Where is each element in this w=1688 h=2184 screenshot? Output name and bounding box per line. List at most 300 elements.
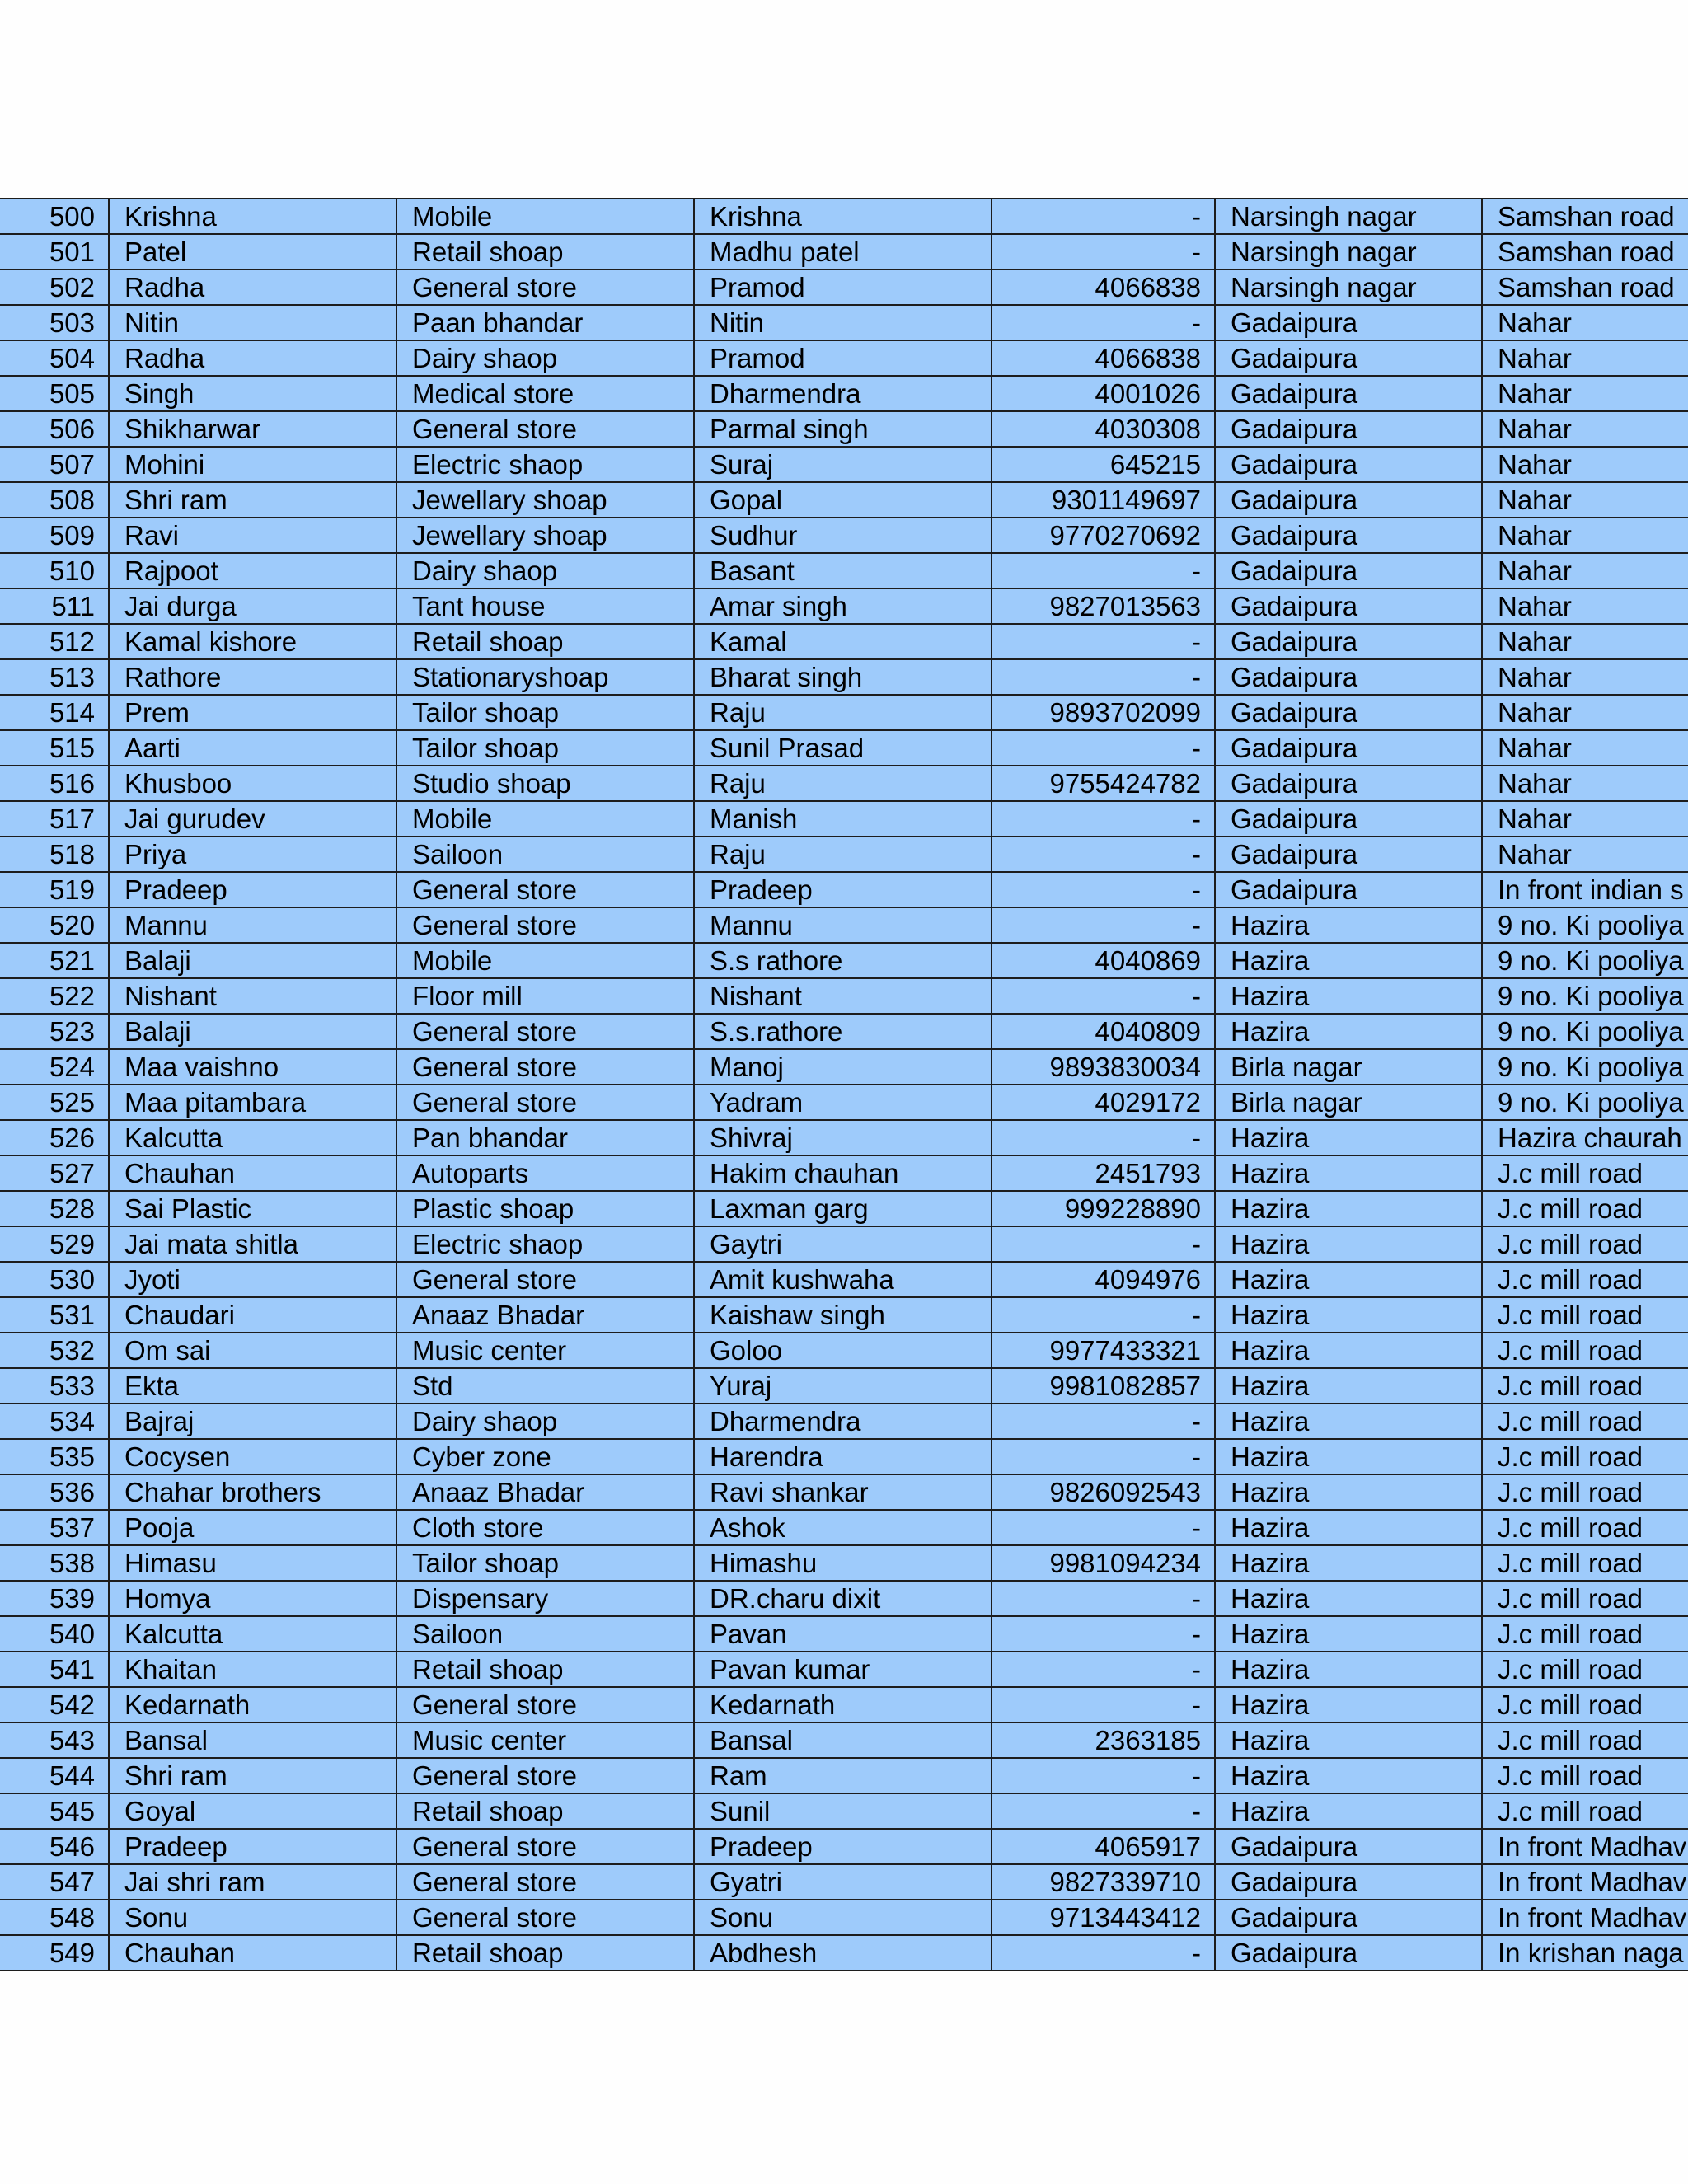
table-row: [0, 199, 1688, 234]
serial-number-cell: 508: [0, 482, 109, 518]
shop-name-cell: Maa pitambara: [109, 1085, 396, 1120]
serial-number-cell: 513: [0, 659, 109, 695]
owner-name-cell: Suraj: [694, 447, 992, 482]
phone-number-cell: 9770270692: [992, 518, 1215, 553]
area-cell: Gadaipura: [1215, 730, 1482, 766]
shop-type-cell: Tailor shoap: [396, 730, 694, 766]
phone-number-cell: 4030308: [992, 411, 1215, 447]
shop-type-cell: General store: [396, 411, 694, 447]
area-cell: Gadaipura: [1215, 837, 1482, 872]
serial-number-cell: 535: [0, 1439, 109, 1474]
address-cell: Samshan road: [1482, 199, 1688, 234]
owner-name-cell: Manish: [694, 801, 992, 837]
shop-list-table: [0, 198, 1688, 1971]
phone-number-cell: 645215: [992, 447, 1215, 482]
shop-type-cell: Mobile: [396, 199, 694, 234]
owner-name-cell: Raju: [694, 695, 992, 730]
phone-number-cell: -: [992, 1120, 1215, 1155]
table-row: [0, 1049, 1688, 1085]
table-row: [0, 234, 1688, 269]
shop-type-cell: General store: [396, 269, 694, 305]
area-cell: Hazira: [1215, 943, 1482, 978]
phone-number-cell: 2451793: [992, 1155, 1215, 1191]
phone-number-cell: 9827339710: [992, 1864, 1215, 1900]
shop-name-cell: Kamal kishore: [109, 624, 396, 659]
shop-type-cell: Dairy shaop: [396, 553, 694, 588]
serial-number-cell: 533: [0, 1368, 109, 1404]
serial-number-cell: 543: [0, 1722, 109, 1758]
phone-number-cell: 2363185: [992, 1722, 1215, 1758]
table-row: [0, 1155, 1688, 1191]
serial-number-cell: 500: [0, 199, 109, 234]
address-cell: In krishan naga: [1482, 1935, 1688, 1971]
phone-number-cell: -: [992, 199, 1215, 234]
phone-number-cell: -: [992, 1652, 1215, 1687]
address-cell: J.c mill road: [1482, 1297, 1688, 1333]
table-row: [0, 695, 1688, 730]
serial-number-cell: 503: [0, 305, 109, 340]
phone-number-cell: 9893830034: [992, 1049, 1215, 1085]
area-cell: Hazira: [1215, 1722, 1482, 1758]
address-cell: J.c mill road: [1482, 1474, 1688, 1510]
shop-name-cell: Shri ram: [109, 482, 396, 518]
serial-number-cell: 532: [0, 1333, 109, 1368]
owner-name-cell: Amit kushwaha: [694, 1262, 992, 1297]
address-cell: Nahar: [1482, 695, 1688, 730]
address-cell: Nahar: [1482, 837, 1688, 872]
address-cell: Nahar: [1482, 553, 1688, 588]
phone-number-cell: -: [992, 801, 1215, 837]
table-row: [0, 518, 1688, 553]
shop-type-cell: Autoparts: [396, 1155, 694, 1191]
serial-number-cell: 538: [0, 1545, 109, 1581]
table-row: [0, 943, 1688, 978]
shop-name-cell: Nitin: [109, 305, 396, 340]
phone-number-cell: -: [992, 1404, 1215, 1439]
serial-number-cell: 502: [0, 269, 109, 305]
owner-name-cell: Sunil Prasad: [694, 730, 992, 766]
area-cell: Hazira: [1215, 1368, 1482, 1404]
address-cell: Nahar: [1482, 801, 1688, 837]
serial-number-cell: 520: [0, 907, 109, 943]
area-cell: Hazira: [1215, 1510, 1482, 1545]
shop-name-cell: Ekta: [109, 1368, 396, 1404]
owner-name-cell: Basant: [694, 553, 992, 588]
shop-name-cell: Goyal: [109, 1793, 396, 1829]
phone-number-cell: 4094976: [992, 1262, 1215, 1297]
phone-number-cell: 999228890: [992, 1191, 1215, 1226]
shop-type-cell: General store: [396, 1900, 694, 1935]
serial-number-cell: 537: [0, 1510, 109, 1545]
phone-number-cell: 9981082857: [992, 1368, 1215, 1404]
shop-name-cell: Khusboo: [109, 766, 396, 801]
address-cell: J.c mill road: [1482, 1226, 1688, 1262]
address-cell: Nahar: [1482, 730, 1688, 766]
area-cell: Gadaipura: [1215, 305, 1482, 340]
phone-number-cell: -: [992, 1297, 1215, 1333]
area-cell: Narsingh nagar: [1215, 199, 1482, 234]
shop-name-cell: Radha: [109, 340, 396, 376]
serial-number-cell: 505: [0, 376, 109, 411]
address-cell: Samshan road: [1482, 234, 1688, 269]
shop-type-cell: General store: [396, 1085, 694, 1120]
phone-number-cell: 9713443412: [992, 1900, 1215, 1935]
serial-number-cell: 549: [0, 1935, 109, 1971]
serial-number-cell: 509: [0, 518, 109, 553]
phone-number-cell: 4066838: [992, 269, 1215, 305]
owner-name-cell: Manoj: [694, 1049, 992, 1085]
serial-number-cell: 530: [0, 1262, 109, 1297]
shop-type-cell: Mobile: [396, 943, 694, 978]
owner-name-cell: Ram: [694, 1758, 992, 1793]
shop-type-cell: Sailoon: [396, 837, 694, 872]
area-cell: Hazira: [1215, 1262, 1482, 1297]
serial-number-cell: 528: [0, 1191, 109, 1226]
shop-name-cell: Pradeep: [109, 1829, 396, 1864]
shop-name-cell: Jyoti: [109, 1262, 396, 1297]
table-row: [0, 766, 1688, 801]
phone-number-cell: -: [992, 907, 1215, 943]
shop-name-cell: Balaji: [109, 1014, 396, 1049]
table-row: [0, 1191, 1688, 1226]
address-cell: J.c mill road: [1482, 1368, 1688, 1404]
shop-type-cell: Std: [396, 1368, 694, 1404]
area-cell: Gadaipura: [1215, 659, 1482, 695]
owner-name-cell: Nitin: [694, 305, 992, 340]
area-cell: Hazira: [1215, 1545, 1482, 1581]
shop-name-cell: Pradeep: [109, 872, 396, 907]
owner-name-cell: Sunil: [694, 1793, 992, 1829]
area-cell: Gadaipura: [1215, 588, 1482, 624]
area-cell: Hazira: [1215, 1793, 1482, 1829]
address-cell: Nahar: [1482, 518, 1688, 553]
area-cell: Hazira: [1215, 1758, 1482, 1793]
table-row: [0, 624, 1688, 659]
address-cell: Nahar: [1482, 588, 1688, 624]
area-cell: Gadaipura: [1215, 766, 1482, 801]
phone-number-cell: 9977433321: [992, 1333, 1215, 1368]
area-cell: Hazira: [1215, 1581, 1482, 1616]
owner-name-cell: Pavan: [694, 1616, 992, 1652]
serial-number-cell: 504: [0, 340, 109, 376]
owner-name-cell: Harendra: [694, 1439, 992, 1474]
table-row: [0, 659, 1688, 695]
phone-number-cell: 9827013563: [992, 588, 1215, 624]
table-row: [0, 482, 1688, 518]
shop-type-cell: Sailoon: [396, 1616, 694, 1652]
area-cell: Hazira: [1215, 1616, 1482, 1652]
area-cell: Hazira: [1215, 907, 1482, 943]
shop-type-cell: Jewellary shoap: [396, 482, 694, 518]
area-cell: Hazira: [1215, 1297, 1482, 1333]
owner-name-cell: Amar singh: [694, 588, 992, 624]
shop-name-cell: Bajraj: [109, 1404, 396, 1439]
address-cell: J.c mill road: [1482, 1581, 1688, 1616]
address-cell: Nahar: [1482, 766, 1688, 801]
phone-number-cell: 4066838: [992, 340, 1215, 376]
shop-type-cell: Tailor shoap: [396, 1545, 694, 1581]
address-cell: J.c mill road: [1482, 1262, 1688, 1297]
owner-name-cell: Sudhur: [694, 518, 992, 553]
table-row: [0, 1404, 1688, 1439]
shop-name-cell: Homya: [109, 1581, 396, 1616]
area-cell: Hazira: [1215, 1333, 1482, 1368]
shop-type-cell: Tailor shoap: [396, 695, 694, 730]
shop-type-cell: General store: [396, 872, 694, 907]
address-cell: Hazira chaurah: [1482, 1120, 1688, 1155]
owner-name-cell: Kaishaw singh: [694, 1297, 992, 1333]
shop-type-cell: General store: [396, 1049, 694, 1085]
table-row: [0, 553, 1688, 588]
shop-name-cell: Chaudari: [109, 1297, 396, 1333]
serial-number-cell: 507: [0, 447, 109, 482]
area-cell: Gadaipura: [1215, 872, 1482, 907]
phone-number-cell: -: [992, 1439, 1215, 1474]
owner-name-cell: Pradeep: [694, 1829, 992, 1864]
table-row: [0, 730, 1688, 766]
phone-number-cell: -: [992, 730, 1215, 766]
serial-number-cell: 511: [0, 588, 109, 624]
address-cell: Samshan road: [1482, 269, 1688, 305]
area-cell: Hazira: [1215, 1404, 1482, 1439]
table-row: [0, 1758, 1688, 1793]
area-cell: Gadaipura: [1215, 1900, 1482, 1935]
shop-type-cell: Retail shoap: [396, 1935, 694, 1971]
table-row: [0, 872, 1688, 907]
table-row: [0, 447, 1688, 482]
serial-number-cell: 506: [0, 411, 109, 447]
shop-name-cell: Patel: [109, 234, 396, 269]
address-cell: 9 no. Ki pooliya: [1482, 978, 1688, 1014]
area-cell: Gadaipura: [1215, 695, 1482, 730]
table-row: [0, 1722, 1688, 1758]
table-row: [0, 1829, 1688, 1864]
phone-number-cell: -: [992, 234, 1215, 269]
shop-type-cell: Floor mill: [396, 978, 694, 1014]
phone-number-cell: 4001026: [992, 376, 1215, 411]
shop-type-cell: Paan bhandar: [396, 305, 694, 340]
shop-type-cell: Dairy shaop: [396, 1404, 694, 1439]
area-cell: Hazira: [1215, 1191, 1482, 1226]
shop-type-cell: General store: [396, 907, 694, 943]
table-row: [0, 1333, 1688, 1368]
owner-name-cell: DR.charu dixit: [694, 1581, 992, 1616]
shop-name-cell: Chauhan: [109, 1935, 396, 1971]
phone-number-cell: -: [992, 837, 1215, 872]
shop-name-cell: Bansal: [109, 1722, 396, 1758]
owner-name-cell: Ashok: [694, 1510, 992, 1545]
serial-number-cell: 525: [0, 1085, 109, 1120]
table-row: [0, 1085, 1688, 1120]
shop-name-cell: Chahar brothers: [109, 1474, 396, 1510]
shop-name-cell: Kedarnath: [109, 1687, 396, 1722]
table-row: [0, 1439, 1688, 1474]
address-cell: In front Madhav: [1482, 1829, 1688, 1864]
shop-name-cell: Sai Plastic: [109, 1191, 396, 1226]
serial-number-cell: 548: [0, 1900, 109, 1935]
area-cell: Birla nagar: [1215, 1085, 1482, 1120]
area-cell: Narsingh nagar: [1215, 234, 1482, 269]
area-cell: Hazira: [1215, 1439, 1482, 1474]
owner-name-cell: Kedarnath: [694, 1687, 992, 1722]
shop-name-cell: Nishant: [109, 978, 396, 1014]
shop-type-cell: Jewellary shoap: [396, 518, 694, 553]
owner-name-cell: Hakim chauhan: [694, 1155, 992, 1191]
table-row: [0, 269, 1688, 305]
phone-number-cell: -: [992, 1758, 1215, 1793]
area-cell: Gadaipura: [1215, 624, 1482, 659]
phone-number-cell: -: [992, 659, 1215, 695]
serial-number-cell: 522: [0, 978, 109, 1014]
table-row: [0, 1226, 1688, 1262]
owner-name-cell: Ravi shankar: [694, 1474, 992, 1510]
address-cell: In front indian s: [1482, 872, 1688, 907]
shop-type-cell: Music center: [396, 1722, 694, 1758]
owner-name-cell: S.s.rathore: [694, 1014, 992, 1049]
phone-number-cell: -: [992, 872, 1215, 907]
serial-number-cell: 547: [0, 1864, 109, 1900]
address-cell: Nahar: [1482, 305, 1688, 340]
owner-name-cell: Sonu: [694, 1900, 992, 1935]
owner-name-cell: Mannu: [694, 907, 992, 943]
table-row: [0, 1510, 1688, 1545]
owner-name-cell: Nishant: [694, 978, 992, 1014]
serial-number-cell: 545: [0, 1793, 109, 1829]
shop-name-cell: Priya: [109, 837, 396, 872]
table-row: [0, 1545, 1688, 1581]
phone-number-cell: 4029172: [992, 1085, 1215, 1120]
shop-name-cell: Om sai: [109, 1333, 396, 1368]
table-row: [0, 588, 1688, 624]
shop-name-cell: Jai durga: [109, 588, 396, 624]
serial-number-cell: 542: [0, 1687, 109, 1722]
address-cell: Nahar: [1482, 659, 1688, 695]
table-row: [0, 376, 1688, 411]
phone-number-cell: -: [992, 305, 1215, 340]
phone-number-cell: 9755424782: [992, 766, 1215, 801]
shop-type-cell: Dairy shaop: [396, 340, 694, 376]
shop-name-cell: Chauhan: [109, 1155, 396, 1191]
area-cell: Gadaipura: [1215, 1864, 1482, 1900]
owner-name-cell: Raju: [694, 837, 992, 872]
shop-type-cell: General store: [396, 1262, 694, 1297]
area-cell: Gadaipura: [1215, 518, 1482, 553]
serial-number-cell: 524: [0, 1049, 109, 1085]
shop-type-cell: Pan bhandar: [396, 1120, 694, 1155]
phone-number-cell: 9981094234: [992, 1545, 1215, 1581]
phone-number-cell: 9893702099: [992, 695, 1215, 730]
shop-name-cell: Khaitan: [109, 1652, 396, 1687]
serial-number-cell: 534: [0, 1404, 109, 1439]
shop-type-cell: Music center: [396, 1333, 694, 1368]
phone-number-cell: -: [992, 624, 1215, 659]
area-cell: Gadaipura: [1215, 411, 1482, 447]
phone-number-cell: -: [992, 978, 1215, 1014]
table-row: [0, 1793, 1688, 1829]
area-cell: Gadaipura: [1215, 340, 1482, 376]
address-cell: Nahar: [1482, 482, 1688, 518]
owner-name-cell: Yuraj: [694, 1368, 992, 1404]
shop-type-cell: General store: [396, 1014, 694, 1049]
shop-type-cell: Retail shoap: [396, 1652, 694, 1687]
address-cell: Nahar: [1482, 340, 1688, 376]
shop-type-cell: Electric shaop: [396, 1226, 694, 1262]
table-row: [0, 1935, 1688, 1971]
address-cell: Nahar: [1482, 411, 1688, 447]
serial-number-cell: 544: [0, 1758, 109, 1793]
table-row: [0, 1581, 1688, 1616]
shop-name-cell: Mohini: [109, 447, 396, 482]
shop-type-cell: Cyber zone: [396, 1439, 694, 1474]
shop-name-cell: Sonu: [109, 1900, 396, 1935]
table-row: [0, 1616, 1688, 1652]
shop-name-cell: Jai mata shitla: [109, 1226, 396, 1262]
serial-number-cell: 501: [0, 234, 109, 269]
owner-name-cell: Madhu patel: [694, 234, 992, 269]
owner-name-cell: Raju: [694, 766, 992, 801]
area-cell: Gadaipura: [1215, 376, 1482, 411]
serial-number-cell: 517: [0, 801, 109, 837]
address-cell: Nahar: [1482, 376, 1688, 411]
phone-number-cell: 9826092543: [992, 1474, 1215, 1510]
serial-number-cell: 531: [0, 1297, 109, 1333]
owner-name-cell: Pavan kumar: [694, 1652, 992, 1687]
shop-type-cell: Dispensary: [396, 1581, 694, 1616]
phone-number-cell: -: [992, 1793, 1215, 1829]
serial-number-cell: 541: [0, 1652, 109, 1687]
shop-type-cell: Electric shaop: [396, 447, 694, 482]
shop-type-cell: Cloth store: [396, 1510, 694, 1545]
table-row: [0, 1297, 1688, 1333]
address-cell: 9 no. Ki pooliya: [1482, 1085, 1688, 1120]
address-cell: Nahar: [1482, 447, 1688, 482]
shop-type-cell: Stationaryshoap: [396, 659, 694, 695]
serial-number-cell: 519: [0, 872, 109, 907]
serial-number-cell: 539: [0, 1581, 109, 1616]
table-row: [0, 1864, 1688, 1900]
area-cell: Gadaipura: [1215, 801, 1482, 837]
shop-name-cell: Cocysen: [109, 1439, 396, 1474]
shop-type-cell: Mobile: [396, 801, 694, 837]
phone-number-cell: 4040869: [992, 943, 1215, 978]
address-cell: J.c mill road: [1482, 1793, 1688, 1829]
address-cell: J.c mill road: [1482, 1758, 1688, 1793]
shop-type-cell: Retail shoap: [396, 624, 694, 659]
owner-name-cell: Bharat singh: [694, 659, 992, 695]
address-cell: J.c mill road: [1482, 1333, 1688, 1368]
serial-number-cell: 521: [0, 943, 109, 978]
table-row: [0, 411, 1688, 447]
shop-name-cell: Singh: [109, 376, 396, 411]
address-cell: Nahar: [1482, 624, 1688, 659]
serial-number-cell: 515: [0, 730, 109, 766]
shop-type-cell: Retail shoap: [396, 234, 694, 269]
shop-name-cell: Rathore: [109, 659, 396, 695]
area-cell: Hazira: [1215, 1014, 1482, 1049]
address-cell: J.c mill road: [1482, 1616, 1688, 1652]
owner-name-cell: Krishna: [694, 199, 992, 234]
phone-number-cell: -: [992, 1687, 1215, 1722]
area-cell: Hazira: [1215, 1226, 1482, 1262]
serial-number-cell: 514: [0, 695, 109, 730]
address-cell: J.c mill road: [1482, 1155, 1688, 1191]
shop-name-cell: Jai shri ram: [109, 1864, 396, 1900]
shop-name-cell: Pooja: [109, 1510, 396, 1545]
table-row: [0, 340, 1688, 376]
table-row: [0, 837, 1688, 872]
phone-number-cell: -: [992, 553, 1215, 588]
table-row: [0, 1120, 1688, 1155]
